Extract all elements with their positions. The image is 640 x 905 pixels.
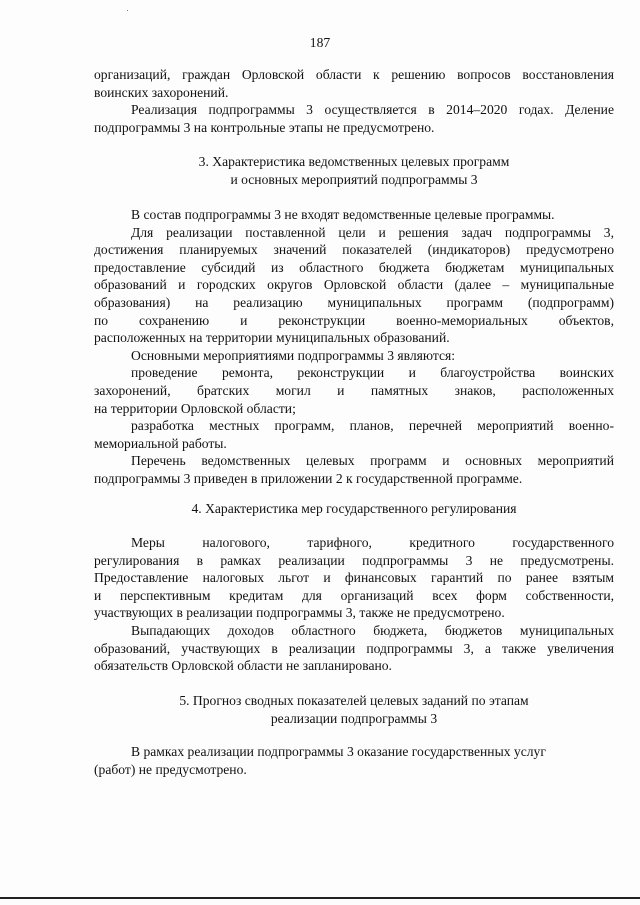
text-line: достижения планируемых значений показателей (индикаторов) предусмотрено <box>94 242 614 258</box>
text-line: участвующих в реализации подпрограммы 3, также не предусмотрено. <box>94 605 505 621</box>
heading-line: 4. Характеристика мер государственного регулирования <box>191 501 517 516</box>
paragraph-continuation <box>94 66 614 101</box>
scan-bottom-edge <box>0 897 640 899</box>
text-line: образований и городских округов Орловской области (далее – муниципальные <box>94 277 614 293</box>
text-line: расположенных на территории муниципальных образований. <box>94 330 450 346</box>
section-heading-3 <box>94 153 614 188</box>
text-line: проведение ремонта, реконструкции и благоустройства воинских <box>131 365 614 381</box>
page-number: 187 <box>309 35 331 50</box>
text-line: Предоставление налоговых льгот и финансовых гарантий по ранее взятым <box>94 570 614 586</box>
text-line: на территории Орловской области; <box>94 400 296 416</box>
heading-line: реализации подпрограммы 3 <box>270 710 438 726</box>
section-heading-5 <box>94 692 614 727</box>
section-4-body <box>94 534 614 675</box>
text-line: В рамках реализации подпрограммы 3 оказание государственных услуг <box>131 744 546 759</box>
text-line: Реализация подпрограммы 3 осуществляется в 2014–2020 годах. Деление <box>131 102 614 117</box>
text-line: воинских захоронений. <box>94 84 229 100</box>
text-line: регулирования в рамках реализации подпрограммы 3 не предусмотрены. <box>94 552 614 568</box>
scan-speck <box>127 10 128 11</box>
text-line: Выпадающих доходов областного бюджета, бюджетов муниципальных <box>131 622 614 638</box>
text-line: образования) на реализацию муниципальных программ (подпрограмм) <box>94 294 614 310</box>
text-line: Перечень ведомственных целевых программ и основных мероприятий <box>131 453 614 469</box>
text-line: разработка местных программ, планов, перечней мероприятий военно- <box>131 418 614 434</box>
text-line: Меры налогового, тарифного, кредитного государственного <box>131 535 614 550</box>
section-heading-4 <box>94 500 614 518</box>
text-line: организаций, граждан Орловской области к решению вопросов восстановления <box>94 67 614 82</box>
section-3-body <box>94 206 614 488</box>
text-line: (работ) не предусмотрено. <box>94 761 247 777</box>
text-line: и перспективным кредитам для организаций всех форм собственности, <box>94 587 614 603</box>
text-line: мемориальной работы. <box>94 435 227 451</box>
section-5-body <box>94 743 614 778</box>
text-line: образований, участвующих в реализации подпрограммы 3, а также увеличения <box>94 640 614 656</box>
text-line: подпрограммы 3 на контрольные этапы не предусмотрено. <box>94 119 435 135</box>
heading-line: и основных мероприятий подпрограммы 3 <box>230 171 478 187</box>
text-line: по сохранению и реконструкции военно-мемориальных объектов, <box>94 312 614 328</box>
text-line: захоронений, братских могил и памятных знаков, расположенных <box>94 382 614 398</box>
text-line: Основными мероприятиями подпрограммы 3 являются: <box>131 347 456 363</box>
text-line: подпрограммы 3 приведен в приложении 2 к государственной программе. <box>94 470 523 486</box>
text-line: В состав подпрограммы 3 не входят ведомственные целевые программы. <box>131 207 555 222</box>
text-line: обязательств Орловской области не запланировано. <box>94 658 392 674</box>
heading-line: 3. Характеристика ведомственных целевых программ <box>198 154 510 169</box>
heading-line: 5. Прогноз сводных показателей целевых заданий по этапам <box>179 693 529 708</box>
text-line: Для реализации поставленной цели и решения задач подпрограммы 3, <box>131 224 614 240</box>
paragraph-implementation-period <box>94 101 614 136</box>
text-line: предоставление субсидий из областного бюджета бюджетам муниципальных <box>94 259 614 275</box>
